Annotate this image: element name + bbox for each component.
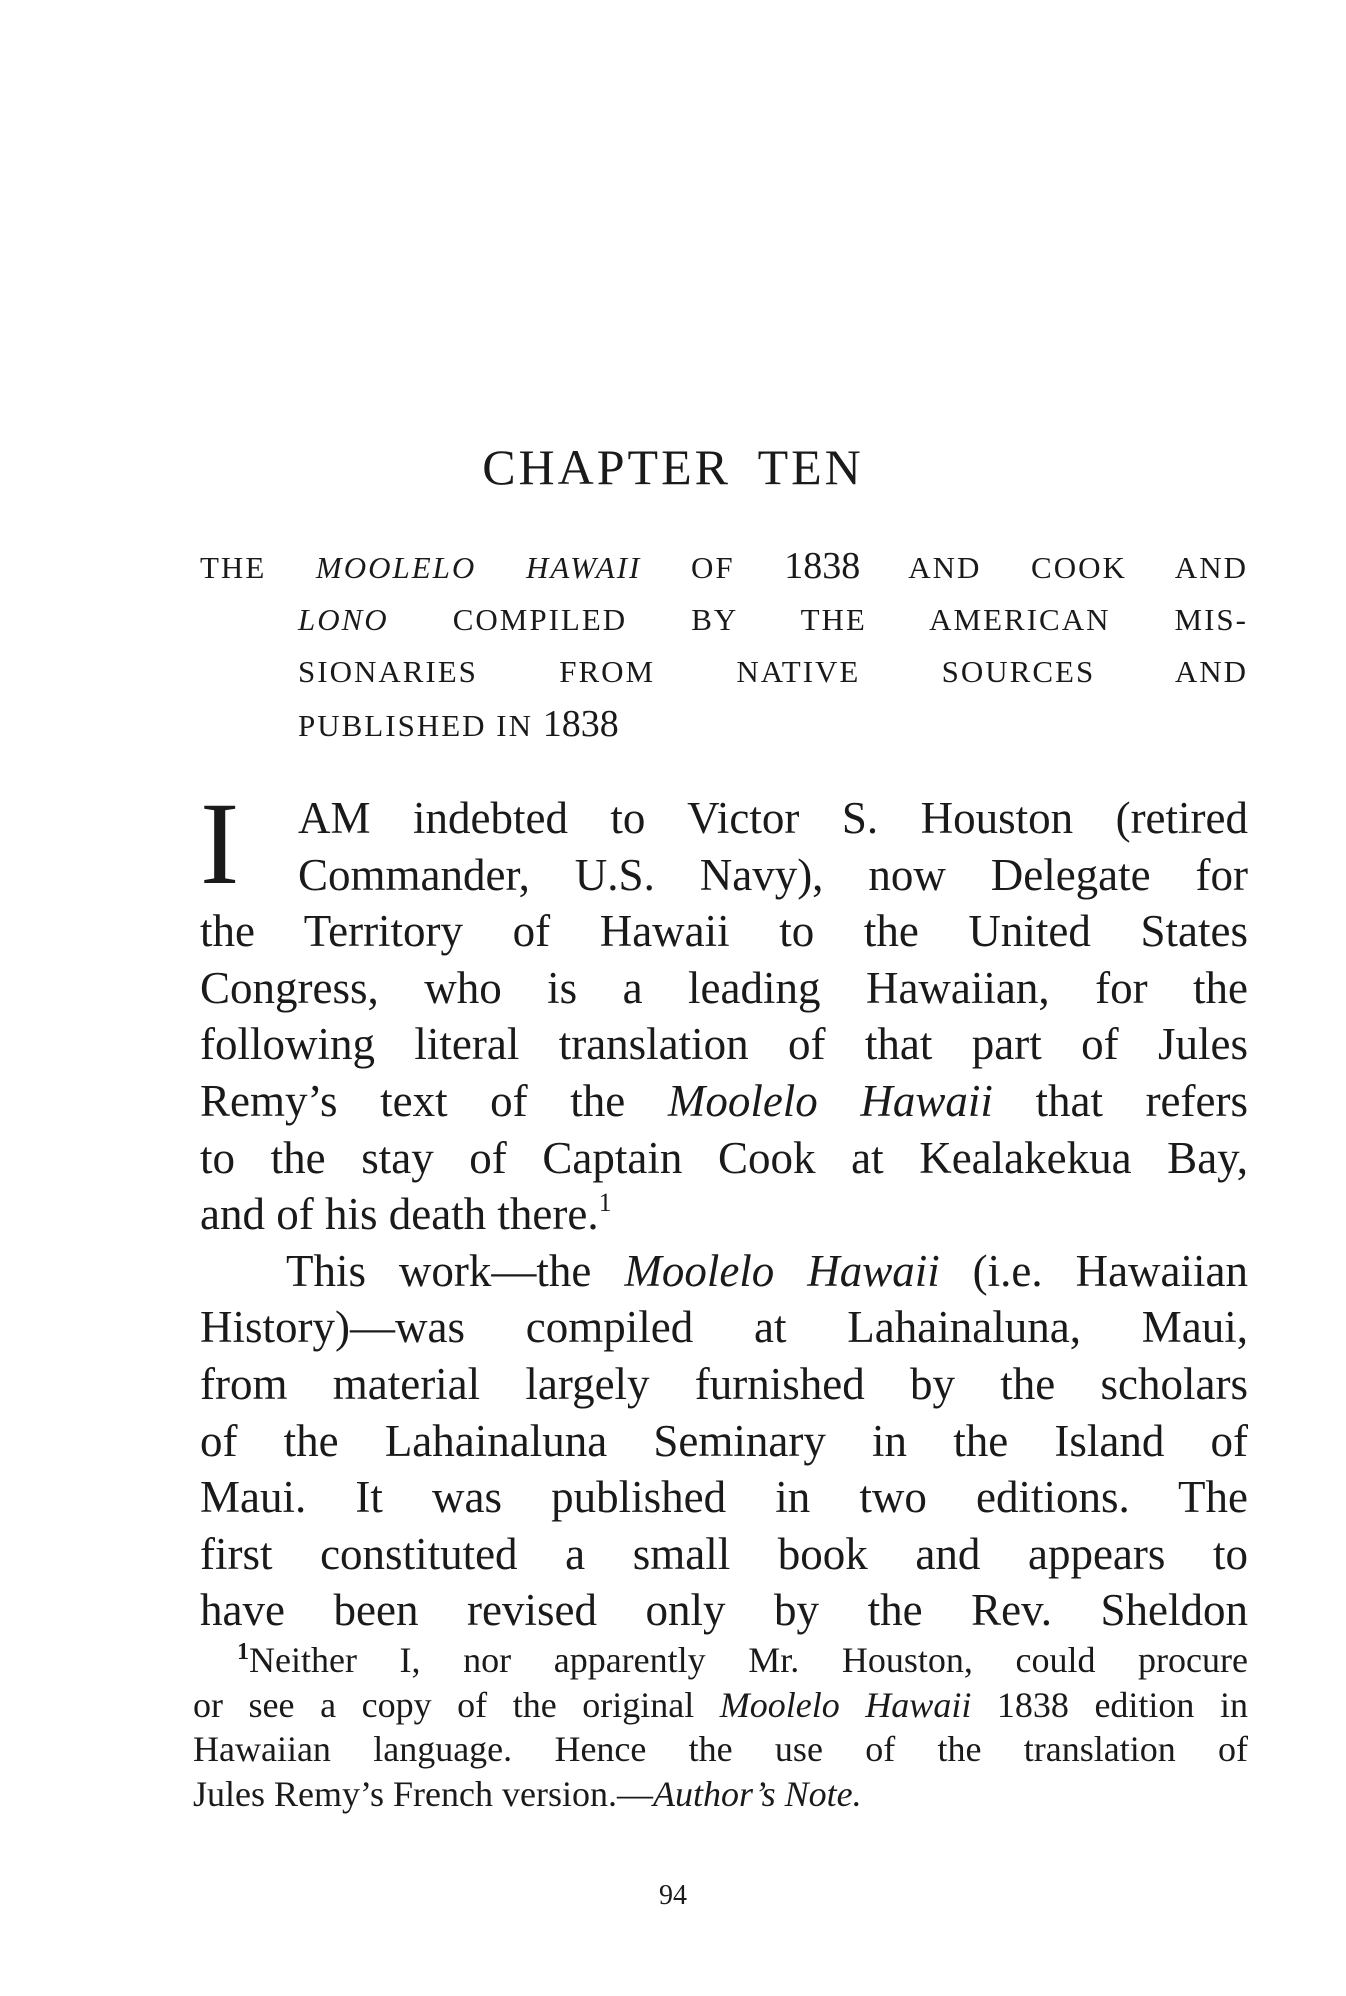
footnote-ref: 1 bbox=[598, 1188, 612, 1218]
footnote-line: Jules Remy’s French version.—Author’s Note. bbox=[193, 1773, 862, 1814]
body-line: the Territory of Hawaii to the United States bbox=[200, 906, 1248, 957]
drop-cap: I bbox=[200, 778, 240, 909]
footnote-line: $^1$Neither I, nor apparently Mr. Houston, could procure bbox=[237, 1639, 1248, 1680]
body-line: History)—was compiled at Lahainaluna, Maui, bbox=[200, 1302, 1248, 1353]
footnote-line: or see a copy of the original Moolelo Hawaii 1838 edition in bbox=[193, 1684, 1248, 1725]
chapter-title: CHAPTER TEN bbox=[482, 439, 864, 495]
body-line: of the Lahainaluna Seminary in the Island of bbox=[200, 1415, 1248, 1466]
heading-line-3: SIONARIES FROM NATIVE SOURCES AND bbox=[298, 654, 1248, 689]
body-line: to the stay of Captain Cook at Kealakekua Bay, bbox=[200, 1132, 1248, 1183]
body-line: Maui. It was published in two editions. The bbox=[200, 1472, 1248, 1523]
footnote-marker: 1 bbox=[237, 1639, 249, 1665]
body-text bbox=[200, 790, 1248, 1639]
body-line: AM indebted to Victor S. Houston (retired bbox=[298, 793, 1248, 843]
footnote bbox=[193, 1638, 1248, 1816]
chapter-heading bbox=[200, 540, 1248, 752]
body-line: Commander, U.S. Navy), now Delegate for bbox=[298, 849, 1248, 900]
body-line: following literal translation of that part of Jules bbox=[200, 1019, 1248, 1070]
body-line: have been revised only by the Rev. Sheldon bbox=[200, 1585, 1248, 1636]
body-line: from material largely furnished by the scholars bbox=[200, 1358, 1248, 1409]
body-line: Remy’s text of the Moolelo Hawaii that refers bbox=[200, 1075, 1248, 1126]
heading-line-1: THE MOOLELO HAWAII OF 1838 AND COOK AND bbox=[200, 545, 1248, 587]
page-number: 94 bbox=[659, 1880, 687, 1911]
body-line: This work—the Moolelo Hawaii (i.e. Hawaiian bbox=[286, 1245, 1248, 1296]
footnote-line: Hawaiian language. Hence the use of the translation of bbox=[193, 1729, 1248, 1769]
heading-line-4: PUBLISHED IN 1838 bbox=[298, 703, 619, 745]
heading-line-2: LONO COMPILED BY THE AMERICAN MIS- bbox=[298, 602, 1248, 637]
body-line: and of his death there.$^1$ bbox=[200, 1188, 612, 1240]
body-line: Congress, who is a leading Hawaiian, for the bbox=[200, 962, 1248, 1013]
body-line: first constituted a small book and appears to bbox=[200, 1528, 1248, 1579]
